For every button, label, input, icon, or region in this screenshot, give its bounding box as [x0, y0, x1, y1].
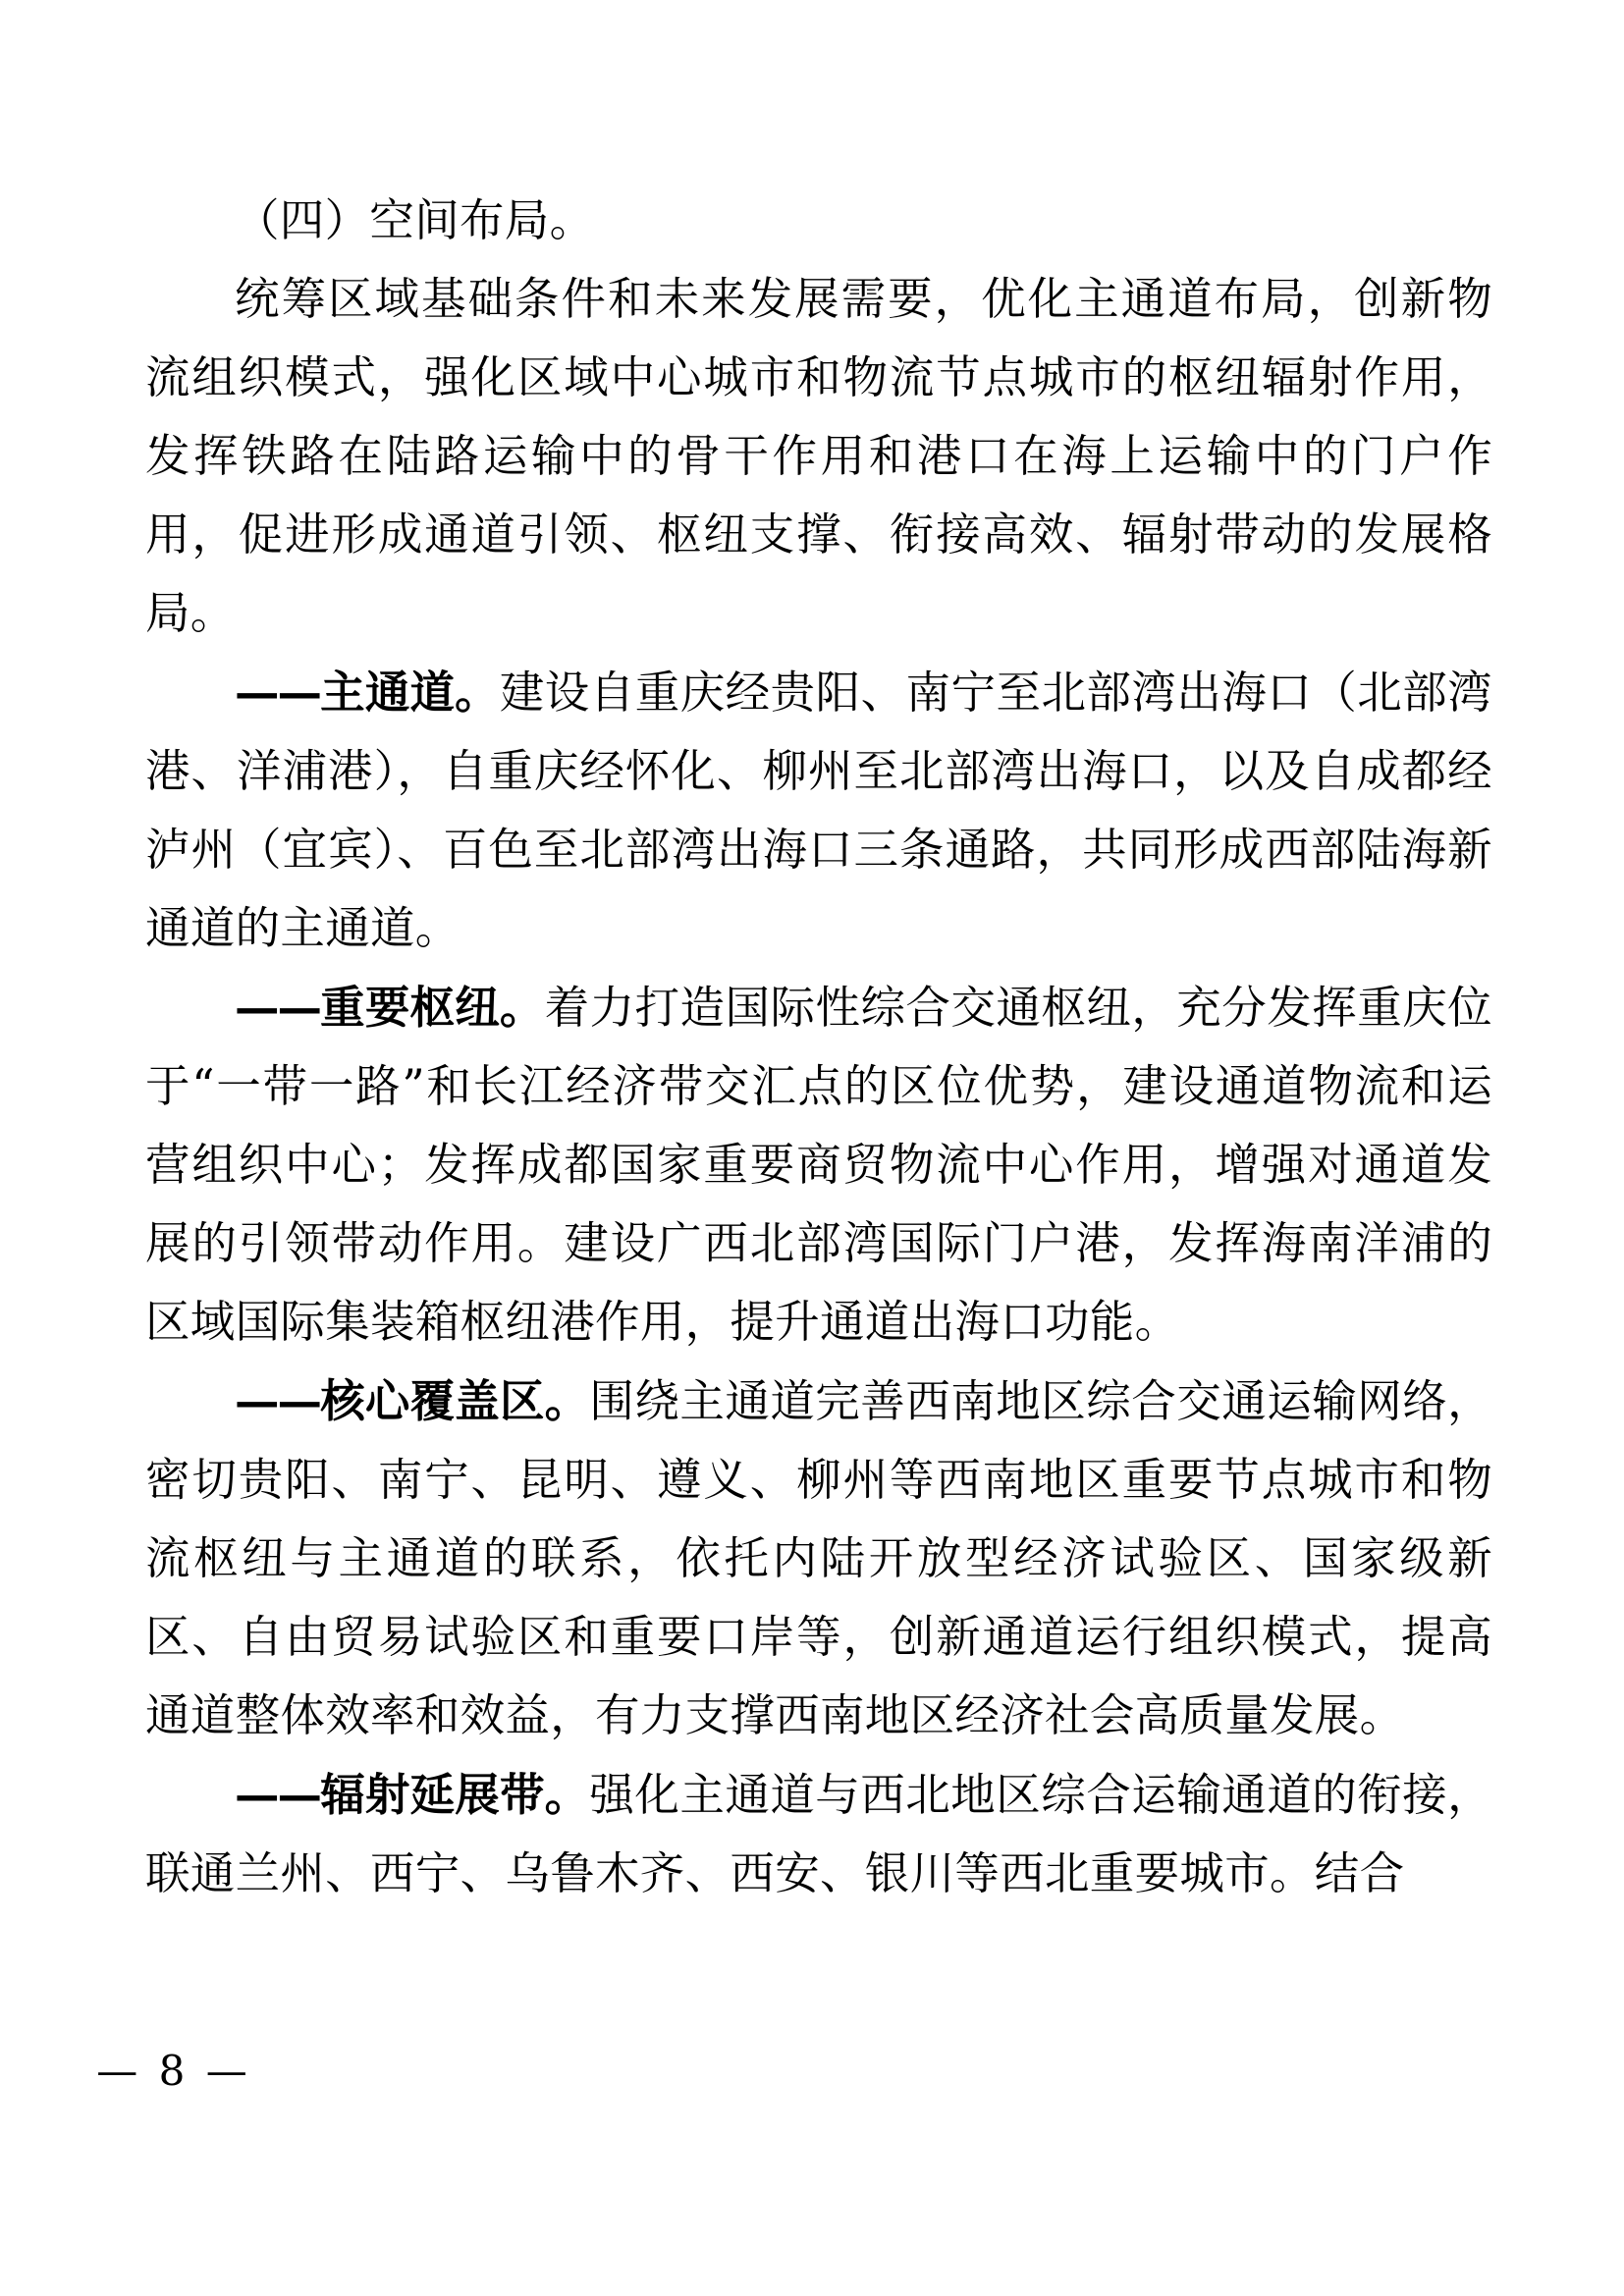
item-label-terminator: 。 — [499, 981, 545, 1034]
item-body: 着力打造国际性综合交通枢纽，充分发挥重庆位于“一带一路”和长江经济带交汇点的区位优势，建设通道物流和运营组织中心；发挥成都国家重要商贸物流中心作用，增强对通道发展的引领带动作用。建设广西北部湾国际门户港，发挥海南洋浦的区域国际集装箱枢纽港作用，提升通道出海口功能。 — [145, 982, 1492, 1348]
em-dash-marker: —— — [235, 1768, 320, 1821]
item-label-terminator: 。 — [455, 666, 500, 719]
list-item — [145, 653, 1492, 968]
item-label-terminator: 。 — [544, 1374, 590, 1427]
item-label: 重要枢纽 — [320, 981, 500, 1034]
item-body: 围绕主通道完善西南地区综合交通运输网络，密切贵阳、南宁、昆明、遵义、柳州等西南地区重要节点城市和物流枢纽与主通道的联系，依托内陆开放型经济试验区、国家级新区、自由贸易试验区和重要口岸等，创新通道运行组织模式，提高通道整体效率和效益，有力支撑西南地区经济社会高质量发展。 — [145, 1375, 1492, 1741]
list-item — [145, 1362, 1492, 1755]
page-number: — 8 — — [96, 2047, 251, 2095]
section-heading: （四）空间布局。 — [235, 194, 595, 246]
em-dash-marker: —— — [235, 666, 320, 719]
item-body: 建设自重庆经贵阳、南宁至北部湾出海口（北部湾港、洋浦港），自重庆经怀化、柳州至北部湾出海口，以及自成都经泸州（宜宾）、百色至北部湾出海口三条通路，共同形成西部陆海新通道的主通道。 — [145, 667, 1492, 954]
item-label-terminator: 。 — [544, 1768, 590, 1821]
intro-paragraph: 统筹区域基础条件和未来发展需要，优化主通道布局，创新物流组织模式，强化区域中心城市和物流节点城市的枢纽辐射作用，发挥铁路在陆路运输中的骨干作用和港口在海上运输中的门户作用，促进形成通道引领、枢纽支撑、衔接高效、辐射带动的发展格局。 — [145, 273, 1492, 639]
item-label: 核心覆盖区 — [320, 1374, 545, 1427]
item-label: 主通道 — [320, 666, 456, 719]
page-body — [145, 182, 1492, 1913]
list-item — [145, 968, 1492, 1362]
em-dash-marker: —— — [235, 1374, 320, 1427]
em-dash-marker: —— — [235, 981, 320, 1034]
list-item — [145, 1755, 1492, 1913]
item-label: 辐射延展带 — [320, 1768, 545, 1821]
item-body: 强化主通道与西北地区综合运输通道的衔接，联通兰州、西宁、乌鲁木齐、西安、银川等西北重要城市。结合 — [145, 1769, 1492, 1899]
page-footer — [0, 2047, 1624, 2095]
